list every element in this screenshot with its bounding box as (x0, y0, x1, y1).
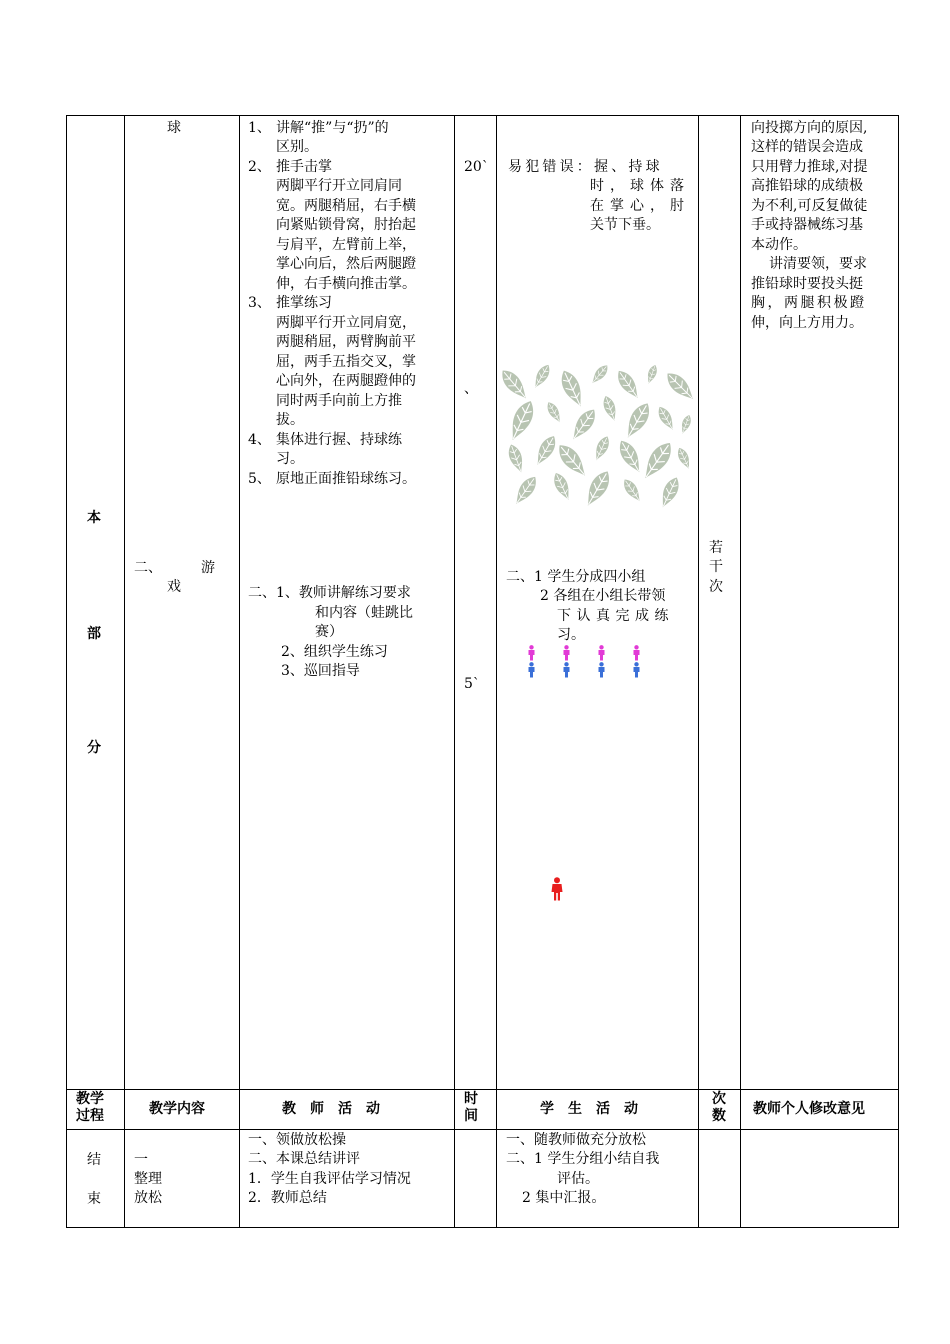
table-border-bottom (66, 1227, 899, 1228)
header-process: 过程 (76, 1108, 104, 1124)
end-student-line: 2 集中汇报。 (522, 1190, 606, 1206)
end-teacher-line: 1．学生自我评估学习情况 (248, 1171, 411, 1187)
opinion-line: 手或持器械练习基 (751, 217, 863, 233)
item-number: 1、 (248, 120, 271, 136)
count-char: 干 (709, 559, 723, 575)
content-game-number: 二、 (134, 560, 162, 576)
item-line: 向紧贴锁骨窝，肘抬起 (276, 217, 416, 233)
error-line: 在掌心，肘 (590, 198, 690, 214)
item-line: 宽。两腿稍屈，右手横 (276, 198, 416, 214)
table-divider (239, 115, 240, 1228)
header-content: 教学内容 (149, 1101, 205, 1117)
opinion-line: 向投掷方向的原因, (751, 120, 868, 136)
table-border-right (898, 115, 899, 1228)
header-process: 教学 (76, 1091, 104, 1107)
error-line: 时，球体落 (590, 178, 690, 194)
table-divider (124, 115, 125, 1228)
error-line: 易犯错误：握、持球 (508, 159, 663, 175)
table-divider (454, 115, 455, 1228)
count-char: 若 (709, 540, 723, 556)
end-student-line: 二、1 学生分组小结自我 (506, 1151, 660, 1167)
table-divider (496, 115, 497, 1228)
item-number: 2、 (248, 159, 271, 175)
student-figure-icon (562, 645, 571, 661)
opinion-line: 只用臂力推球,对提 (751, 159, 868, 175)
end-student-line: 评估。 (557, 1171, 599, 1187)
game-line: 2 各组在小组长带领 (540, 588, 666, 604)
process-label-char: 部 (87, 626, 101, 642)
opinion-line: 为不利,可反复做徒 (751, 198, 868, 214)
header-opinion: 教师个人修改意见 (753, 1101, 865, 1117)
table-divider (66, 1129, 899, 1130)
count-char: 次 (709, 579, 723, 595)
content-game-label: 游 (201, 560, 215, 576)
item-line: 讲解“推”与“扔”的 (276, 120, 389, 136)
item-line: 习。 (276, 451, 304, 467)
item-number: 5、 (248, 471, 271, 487)
table-divider (740, 115, 741, 1228)
table-divider (66, 1089, 899, 1090)
content-game-label: 戏 (167, 579, 181, 595)
item-line: 同时两手向前上方推 (276, 393, 402, 409)
end-content-line: 一 (134, 1152, 148, 1168)
student-figure-icon (562, 662, 571, 678)
error-line: 关节下垂。 (590, 217, 660, 233)
end-process-char: 束 (87, 1191, 101, 1207)
end-teacher-line: 2．教师总结 (248, 1190, 327, 1206)
item-line: 两脚平行开立同肩宽， (276, 315, 416, 331)
opinion-line: 这样的错误会造成 (751, 139, 863, 155)
student-figure-icon (632, 645, 641, 661)
item-line: 推手击掌 (276, 159, 332, 175)
item-number: 3、 (248, 295, 271, 311)
game-line: 下认真完成练 (557, 608, 674, 624)
item-line: 推掌练习 (276, 295, 332, 311)
header-count: 数 (712, 1108, 726, 1124)
student-figure-icon (597, 645, 606, 661)
game-line: 和内容（蛙跳比 (315, 605, 413, 621)
item-line: 集体进行握、持球练 (276, 432, 402, 448)
table-divider (698, 115, 699, 1228)
game-line: 赛） (315, 624, 343, 640)
student-figure-icon (527, 662, 536, 678)
teacher-figure-icon (551, 877, 563, 901)
time-value: 20` (464, 159, 489, 175)
item-line: 心向外，在两腿蹬伸的 (276, 373, 416, 389)
time-mark: 、 (464, 381, 478, 397)
process-label-char: 分 (87, 740, 101, 756)
item-number: 4、 (248, 432, 271, 448)
opinion-line: 伸，向上方用力。 (751, 315, 863, 331)
item-line: 屈，两手五指交叉，掌 (276, 354, 416, 370)
item-line: 两脚平行开立同肩同 (276, 178, 402, 194)
leaf-pattern-image (502, 362, 694, 510)
student-figure-icon (632, 662, 641, 678)
opinion-line: 高推铅球的成绩极 (751, 178, 863, 194)
end-student-line: 一、随教师做充分放松 (506, 1132, 646, 1148)
time-value: 5` (464, 676, 480, 692)
item-line: 原地正面推铅球练习。 (276, 471, 416, 487)
header-teacher-activity: 教 师 活 动 (282, 1101, 380, 1117)
game-line: 2、组织学生练习 (281, 644, 388, 660)
process-label-char: 本 (87, 510, 101, 526)
item-line: 拔。 (276, 412, 304, 428)
student-figure-icon (597, 662, 606, 678)
opinion-line: 讲清要领，要求 (769, 256, 867, 272)
end-teacher-line: 二、本课总结讲评 (248, 1151, 360, 1167)
game-line: 习。 (557, 627, 585, 643)
header-count: 次 (712, 1091, 726, 1107)
item-line: 两腿稍屈，两臂胸前平 (276, 334, 416, 350)
opinion-line: 推铅球时要投头挺 (751, 276, 863, 292)
opinion-line: 本动作。 (751, 237, 807, 253)
end-content-line: 整理 (134, 1171, 162, 1187)
item-line: 掌心向后，然后两腿蹬 (276, 256, 416, 272)
end-content-line: 放松 (134, 1190, 162, 1206)
item-line: 伸，右手横向推击掌。 (276, 276, 416, 292)
item-line: 区别。 (276, 139, 318, 155)
table-border-left (66, 115, 67, 1228)
header-time: 时 (464, 1091, 478, 1107)
game-line: 二、1、教师讲解练习要求 (248, 585, 411, 601)
game-line: 二、1 学生分成四小组 (506, 569, 646, 585)
opinion-line: 胸，两腿积极蹬 (751, 295, 867, 311)
content-ball: 球 (167, 120, 181, 136)
item-line: 与肩平，左臂前上举， (276, 237, 416, 253)
end-teacher-line: 一、领做放松操 (248, 1132, 346, 1148)
end-process-char: 结 (87, 1152, 101, 1168)
table-border-top (66, 115, 899, 116)
header-time: 间 (464, 1108, 478, 1124)
header-student-activity: 学 生 活 动 (540, 1101, 638, 1117)
student-figure-icon (527, 645, 536, 661)
game-line: 3、巡回指导 (281, 663, 360, 679)
